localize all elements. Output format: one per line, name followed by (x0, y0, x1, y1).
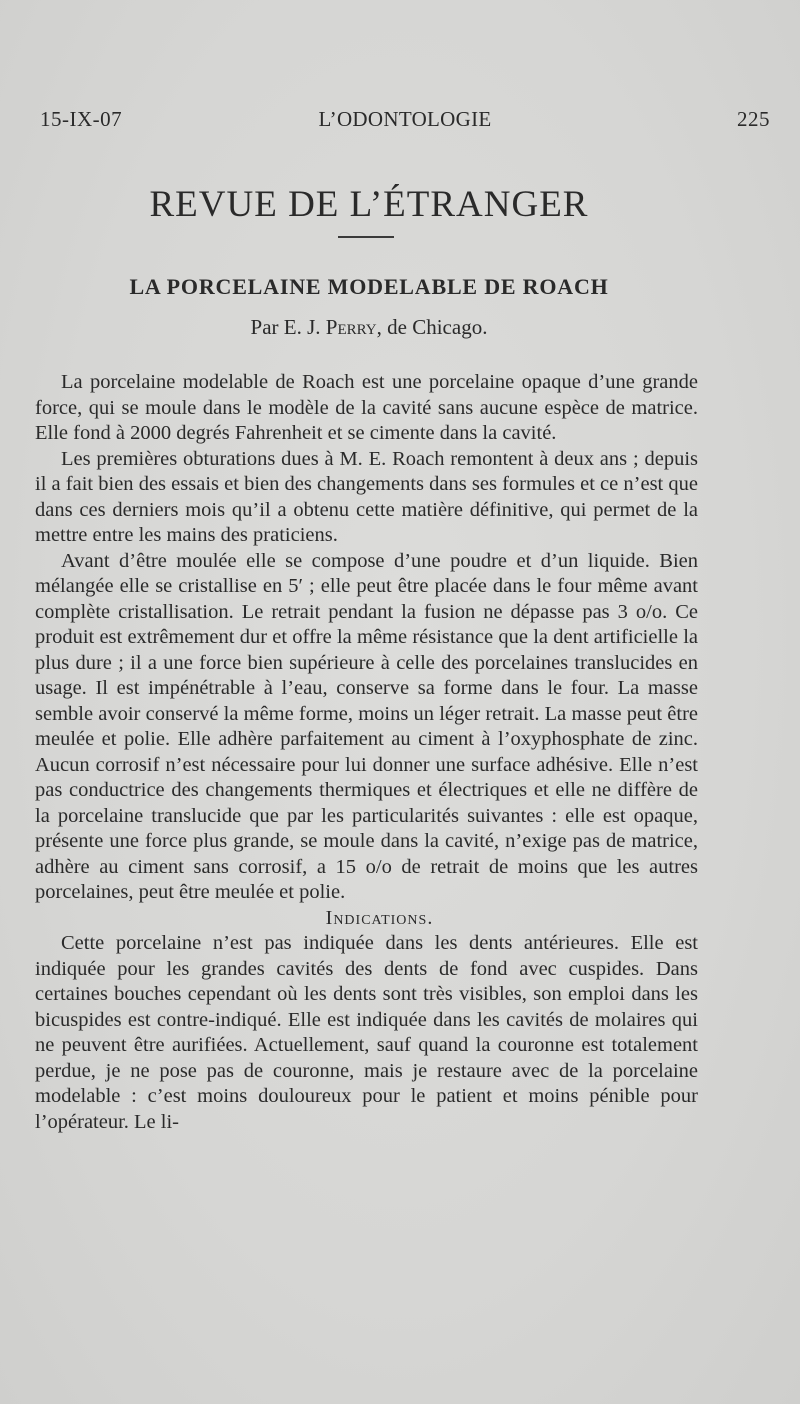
byline (0, 315, 738, 340)
byline-prefix: Par E. J. (250, 315, 321, 339)
byline-suffix: , de Chicago. (376, 315, 488, 339)
subheading-indications: Indications. (325, 906, 434, 929)
title-rule (338, 236, 394, 238)
running-head (40, 107, 770, 135)
page-number: 225 (737, 107, 770, 131)
article-body (35, 370, 698, 1135)
article-title: LA PORCELAINE MODELABLE DE ROACH (129, 274, 609, 299)
paragraph-4: Cette porcelaine n’est pas indiquée dans les dents antérieures. Elle est indiquée pour les grandes cavités des dents de fond avec cuspides. Dans certaines bouches cependant où les dents sont très visibles, son emploi dans les bicuspides est contre-indiqué. Elle est indiquée dans les cavités de molaires qui ne peuvent être aurifiées. Actuellement, sauf quand la couronne est totalement perdue, je ne pose pas de couronne, mais je restaure avec de la porcelaine modelable : c’est moins douloureux pour le patient et moins pénible pour l’opérateur. Le li- (35, 932, 698, 1133)
byline-author: Perry (325, 315, 377, 339)
section-title: REVUE DE L’ÉTRANGER (149, 184, 589, 225)
paragraph-1: La porcelaine modelable de Roach est une porcelaine opaque d’une grande force, qui se moule dans le modèle de la cavité sans aucune espèce de matrice. Elle fond à 2000 degrés Fahrenheit et se cimente dans la cavité. (35, 371, 698, 444)
paragraph-2: Les premières obturations dues à M. E. Roach remontent à deux ans ; depuis il a fait bien des essais et bien des changements dans ses formules et ce n’est que dans ces derniers mois qu’il a obtenu cette matière définitive, qui permet de la mettre entre les mains des praticiens. (35, 447, 698, 546)
header-date: 15-IX-07 (40, 107, 123, 131)
paragraph-3: Avant d’être moulée elle se compose d’une poudre et d’un liquide. Bien mélangée elle se cristallise en 5′ ; elle peut être placée dans le four même avant complète cristallisation. Le retrait pendant la fusion ne dépasse pas 3 o/o. Ce produit est extrêmement dur et offre la même résistance que la dent artificielle la plus dure ; il a une force bien supérieure à celle des porcelaines translucides en usage. Il est impénétrable à l’eau, conserve sa forme dans le four. La masse semble avoir conservé la même forme, moins un léger retrait. La masse peut être meulée et polie. Elle adhère parfaitement au ciment à l’oxyphosphate de zinc. Aucun corrosif n’est nécessaire pour lui donner une surface adhésive. Elle n’est pas conductrice des changements thermiques et électriques et elle ne diffère de la porcelaine translucide que par les particularités suivantes : elle est opaque, présente une force plus grande, se moule dans la cavité, n’exige pas de matrice, adhère au ciment sans corrosif, a 15 o/o de retrait de moins que les autres porcelaines, peut être meulée et polie. (35, 549, 698, 903)
journal-name: L’ODONTOLOGIE (318, 107, 492, 131)
